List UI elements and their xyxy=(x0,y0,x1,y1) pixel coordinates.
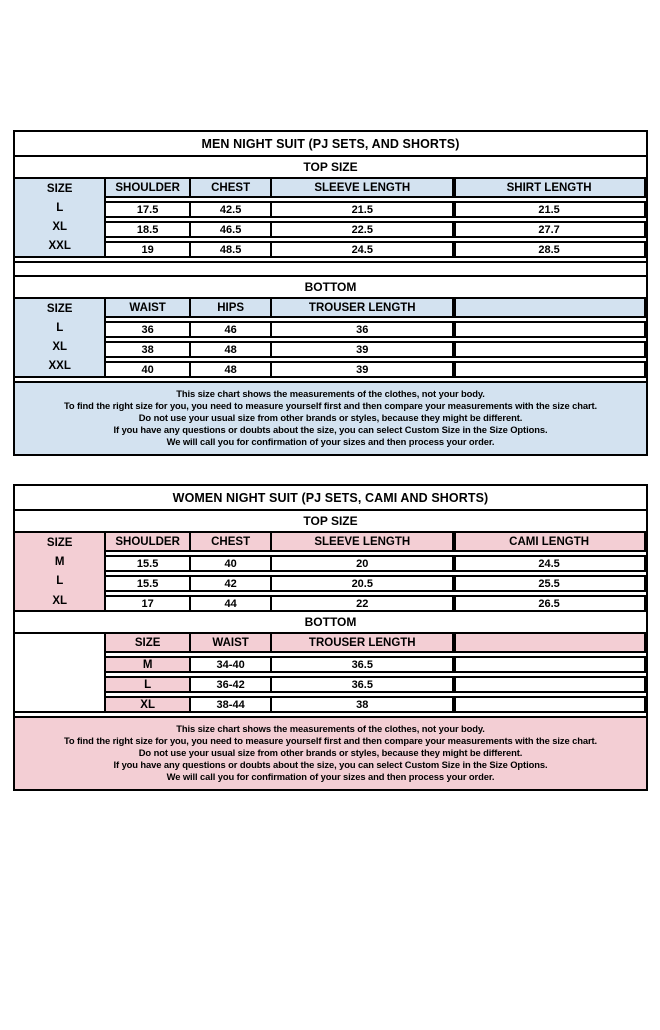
column-header-cell: TROUSER LENGTH xyxy=(272,297,454,318)
value-cell: 40 xyxy=(191,555,272,572)
column-header-cell: SHOULDER xyxy=(106,177,190,198)
size-label-cell: L xyxy=(106,676,190,693)
value-cell: 18.5 xyxy=(106,221,190,238)
value-cell: 36.5 xyxy=(272,656,454,673)
size-label-column xyxy=(15,297,106,378)
size-chart-notes xyxy=(15,381,646,454)
spacer-row xyxy=(15,261,646,277)
note-line: We will call you for confirmation of your sizes and then process your order. xyxy=(166,771,495,783)
size-label: XXL xyxy=(48,240,71,253)
value-cell: 39 xyxy=(272,361,454,378)
value-cell: 19 xyxy=(106,241,190,258)
chart-title: MEN NIGHT SUIT (PJ SETS, AND SHORTS) xyxy=(15,132,646,157)
size-label-column xyxy=(15,177,106,258)
value-cell: 24.5 xyxy=(272,241,454,258)
bottom-section-label: BOTTOM xyxy=(304,280,357,294)
size-label: XL xyxy=(52,341,68,354)
value-cell: 46.5 xyxy=(191,221,272,238)
note-line: To find the right size for you, you need to measure yourself first and then compare your measurements with the size chart. xyxy=(63,400,598,412)
value-cell: 42 xyxy=(191,575,272,592)
value-cell: 25.5 xyxy=(454,575,646,592)
size-header-label: SIZE xyxy=(46,302,73,315)
value-cell: 15.5 xyxy=(106,575,190,592)
value-cell: 48.5 xyxy=(191,241,272,258)
value-cell: 46 xyxy=(191,321,272,338)
value-cell: 34-40 xyxy=(191,656,272,673)
value-cell: 40 xyxy=(106,361,190,378)
bottom-size-table xyxy=(15,297,646,378)
note-line: This size chart shows the measurements of the clothes, not your body. xyxy=(176,388,485,399)
top-size-table xyxy=(15,177,646,258)
size-label-cell: XL xyxy=(106,696,190,713)
note-line: If you have any questions or doubts about the size, you can select Custom Size in the Size Options. xyxy=(113,759,548,771)
value-cell: 21.5 xyxy=(454,201,646,218)
men-size-chart xyxy=(13,130,648,456)
value-cell: 22.5 xyxy=(272,221,454,238)
value-cell: 20 xyxy=(272,555,454,572)
value-cell: 42.5 xyxy=(191,201,272,218)
column-header-cell: SLEEVE LENGTH xyxy=(272,177,454,198)
column-header-cell: SHOULDER xyxy=(106,531,190,552)
value-cell: 36-42 xyxy=(191,676,272,693)
size-chart-notes xyxy=(15,716,646,789)
size-label-column xyxy=(15,531,106,612)
value-cell: 38 xyxy=(106,341,190,358)
bottom-size-table xyxy=(15,632,646,713)
column-header-cell: SHIRT LENGTH xyxy=(454,177,646,198)
value-cell xyxy=(454,361,646,378)
note-line: Do not use your usual size from other brands or styles, because they might be different. xyxy=(138,747,523,759)
value-cell: 39 xyxy=(272,341,454,358)
value-cell: 36.5 xyxy=(272,676,454,693)
value-cell: 44 xyxy=(191,595,272,612)
column-header-cell: CHEST xyxy=(191,531,272,552)
value-cell: 20.5 xyxy=(272,575,454,592)
note-line: This size chart shows the measurements of the clothes, not your body. xyxy=(176,723,485,735)
note-line: If you have any questions or doubts about the size, you can select Custom Size in the Size Options. xyxy=(113,424,548,436)
bottom-section-label: BOTTOM xyxy=(304,615,357,630)
top-size-section-label: TOP SIZE xyxy=(303,514,358,529)
size-label: XL xyxy=(52,221,68,234)
value-cell xyxy=(454,676,646,693)
value-cell xyxy=(454,341,646,358)
value-cell: 48 xyxy=(191,361,272,378)
value-cell: 26.5 xyxy=(454,595,646,612)
column-header-cell: SLEEVE LENGTH xyxy=(272,531,454,552)
value-cell: 38-44 xyxy=(191,696,272,713)
size-label: L xyxy=(56,575,64,588)
size-label: XXL xyxy=(48,360,71,373)
note-line: To find the right size for you, you need to measure yourself first and then compare your measurements with the size chart. xyxy=(63,735,598,747)
value-cell: 36 xyxy=(272,321,454,338)
column-header-cell: CHEST xyxy=(191,177,272,198)
size-label-cell: M xyxy=(106,656,190,673)
top-size-section-label: TOP SIZE xyxy=(303,160,358,174)
chart-title: WOMEN NIGHT SUIT (PJ SETS, CAMI AND SHORTS) xyxy=(15,486,646,511)
value-cell xyxy=(454,656,646,673)
size-header-label: SIZE xyxy=(46,182,73,195)
size-label: L xyxy=(56,201,64,214)
column-header-cell xyxy=(454,632,646,653)
size-label: XL xyxy=(52,594,68,607)
size-header-cell: SIZE xyxy=(106,632,190,653)
value-cell: 38 xyxy=(272,696,454,713)
value-cell: 48 xyxy=(191,341,272,358)
column-header-cell: WAIST xyxy=(106,297,190,318)
value-cell: 17.5 xyxy=(106,201,190,218)
value-cell: 24.5 xyxy=(454,555,646,572)
column-header-cell: WAIST xyxy=(191,632,272,653)
note-line: We will call you for confirmation of your sizes and then process your order. xyxy=(166,436,495,448)
value-cell: 28.5 xyxy=(454,241,646,258)
column-header-cell: CAMI LENGTH xyxy=(454,531,646,552)
value-cell xyxy=(454,696,646,713)
value-cell: 22 xyxy=(272,595,454,612)
value-cell: 15.5 xyxy=(106,555,190,572)
value-cell: 27.7 xyxy=(454,221,646,238)
column-header-cell: HIPS xyxy=(191,297,272,318)
empty-cell xyxy=(15,632,106,713)
value-cell: 21.5 xyxy=(272,201,454,218)
note-line: Do not use your usual size from other brands or styles, because they might be different. xyxy=(138,412,523,424)
column-header-cell xyxy=(454,297,646,318)
women-size-chart xyxy=(13,484,648,791)
value-cell xyxy=(454,321,646,338)
size-header-label: SIZE xyxy=(46,536,73,549)
value-cell: 36 xyxy=(106,321,190,338)
column-header-cell: TROUSER LENGTH xyxy=(272,632,454,653)
size-label: L xyxy=(56,321,64,334)
value-cell: 17 xyxy=(106,595,190,612)
size-label: M xyxy=(54,556,65,569)
top-size-table xyxy=(15,531,646,612)
